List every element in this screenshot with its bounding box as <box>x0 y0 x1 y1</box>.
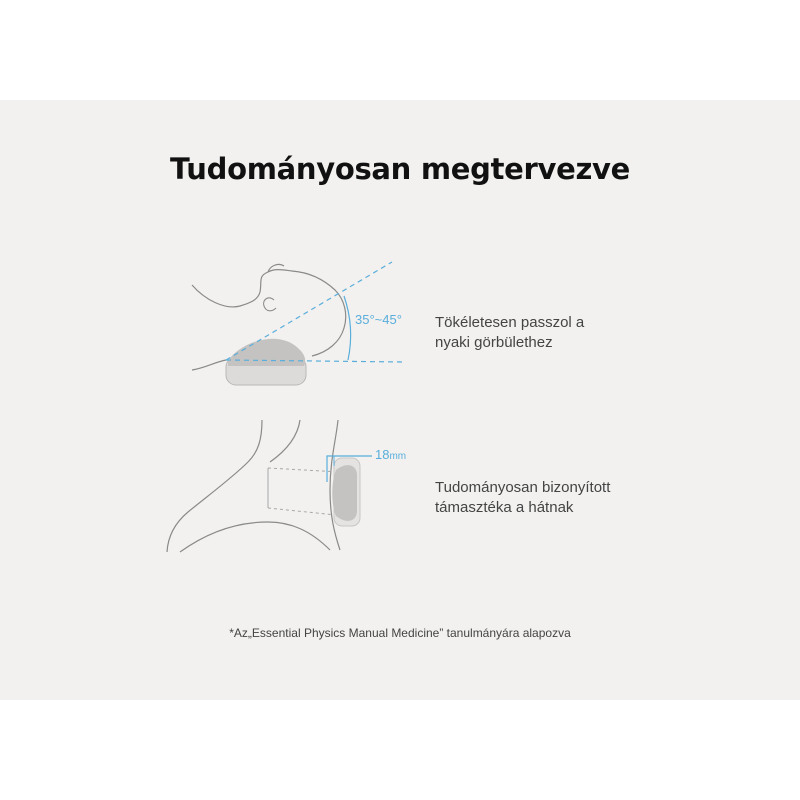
feature-description-neck <box>435 313 584 353</box>
lumbar-cushion-body <box>332 465 357 521</box>
pillow-contour <box>228 339 305 366</box>
angle-label: 35°~45° <box>355 312 402 327</box>
angle-arc <box>344 296 351 360</box>
arm-outline <box>270 420 300 462</box>
feature-line: nyaki görbülethez <box>435 334 553 351</box>
back-support-illustration <box>167 420 406 552</box>
head-pillow-illustration <box>192 262 405 385</box>
lap-outline <box>180 522 330 552</box>
feature-description-back <box>435 478 610 518</box>
waist-contour-lower <box>268 508 336 515</box>
footnote: *Az„Essential Physics Manual Medicine” tanulmányára alapozva <box>229 626 571 640</box>
dimension-label: 18mm <box>375 447 407 462</box>
feature-line: Tökéletesen passzol a <box>435 314 585 331</box>
angle-line-upper <box>226 262 392 360</box>
feature-line: támasztéka a hátnak <box>435 499 574 516</box>
ear-outline <box>264 298 276 311</box>
waist-contour-upper <box>268 468 340 472</box>
feature-line: Tudományosan bizonyított <box>435 479 611 496</box>
page-title: Tudományosan megtervezve <box>169 152 631 186</box>
shoulder-outline <box>192 360 226 370</box>
